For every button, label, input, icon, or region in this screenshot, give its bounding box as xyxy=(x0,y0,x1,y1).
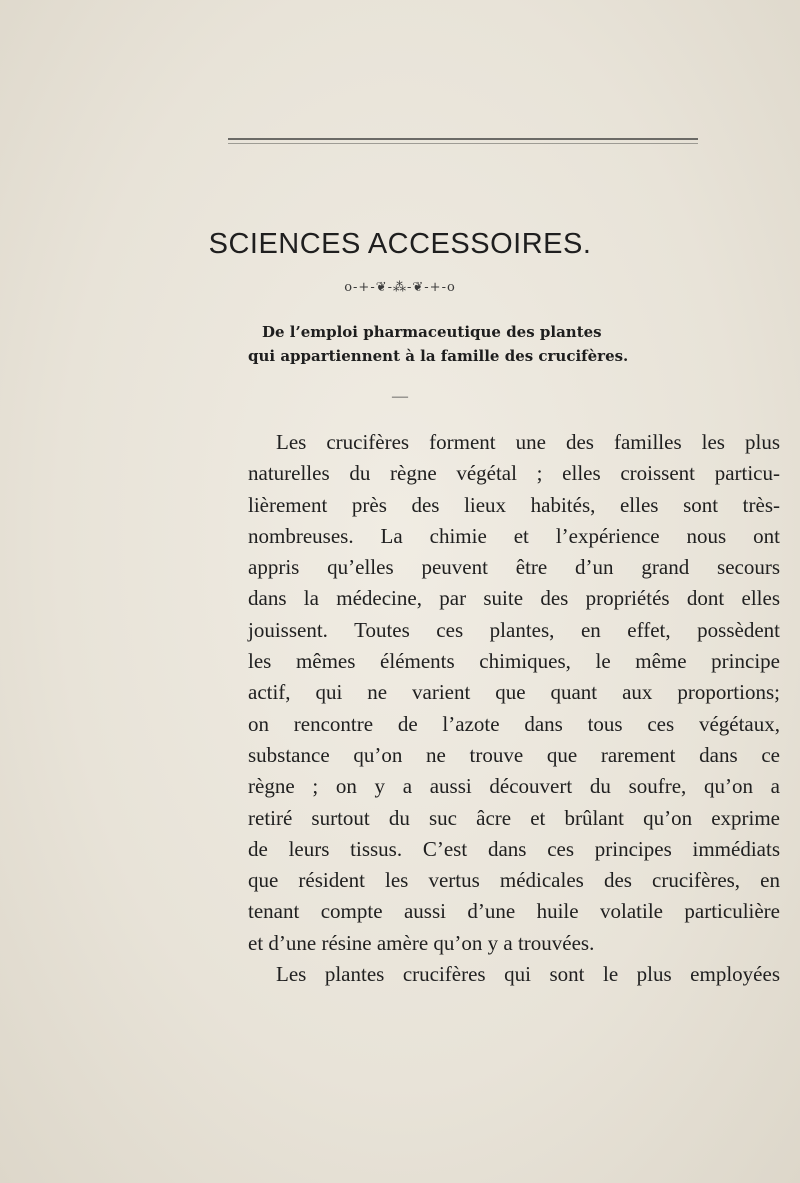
body-line: on rencontre de l’azote dans tous ces végétaux, xyxy=(248,711,780,736)
body-line: que résident les vertus médicales des crucifères, en xyxy=(248,868,780,893)
body-line: lièrement près des lieux habités, elles sont très- xyxy=(248,492,780,517)
top-rule-thin xyxy=(228,143,698,144)
body-line: Les crucifères forment une des familles les plus xyxy=(276,430,780,454)
ornament-divider: o-+-❦-⁂-❦-+-o xyxy=(344,280,456,295)
section-heading: SCIENCES ACCESSOIRES. xyxy=(208,228,592,260)
body-line: substance qu’on ne trouve que rarement dans ce xyxy=(248,742,780,767)
article-title-line-2: qui appartiennent à la famille des crucifères. xyxy=(248,347,629,365)
body-line: jouissent. Toutes ces plantes, en effet, possèdent xyxy=(248,617,780,642)
separator-dash: — xyxy=(392,388,408,405)
body-line: nombreuses. La chimie et l’expérience nous ont xyxy=(248,523,780,548)
body-line: et d’une résine amère qu’on y a trouvées. xyxy=(248,930,595,955)
body-line: actif, qui ne varient que quant aux proportions; xyxy=(248,680,780,705)
body-line: retiré surtout du suc âcre et brûlant qu’on exprime xyxy=(248,805,780,830)
body-paragraph xyxy=(248,427,780,990)
top-rule xyxy=(228,138,698,140)
body-line: règne ; on y a aussi découvert du soufre, qu’on a xyxy=(248,774,780,799)
body-line: Les plantes crucifères qui sont le plus employées xyxy=(276,962,780,987)
article-title-line-1: De l’emploi pharmaceutique des plantes xyxy=(262,323,602,341)
article-title xyxy=(248,320,768,368)
body-line: de leurs tissus. C’est dans ces principes immédiats xyxy=(248,836,780,861)
body-line: appris qu’elles peuvent être d’un grand secours xyxy=(248,555,780,580)
body-line: dans la médecine, par suite des propriétés dont elles xyxy=(248,586,780,611)
body-line: naturelles du règne végétal ; elles croissent particu- xyxy=(248,461,780,486)
body-line: les mêmes éléments chimiques, le même principe xyxy=(248,649,780,674)
body-line: tenant compte aussi d’une huile volatile particulière xyxy=(248,899,780,924)
